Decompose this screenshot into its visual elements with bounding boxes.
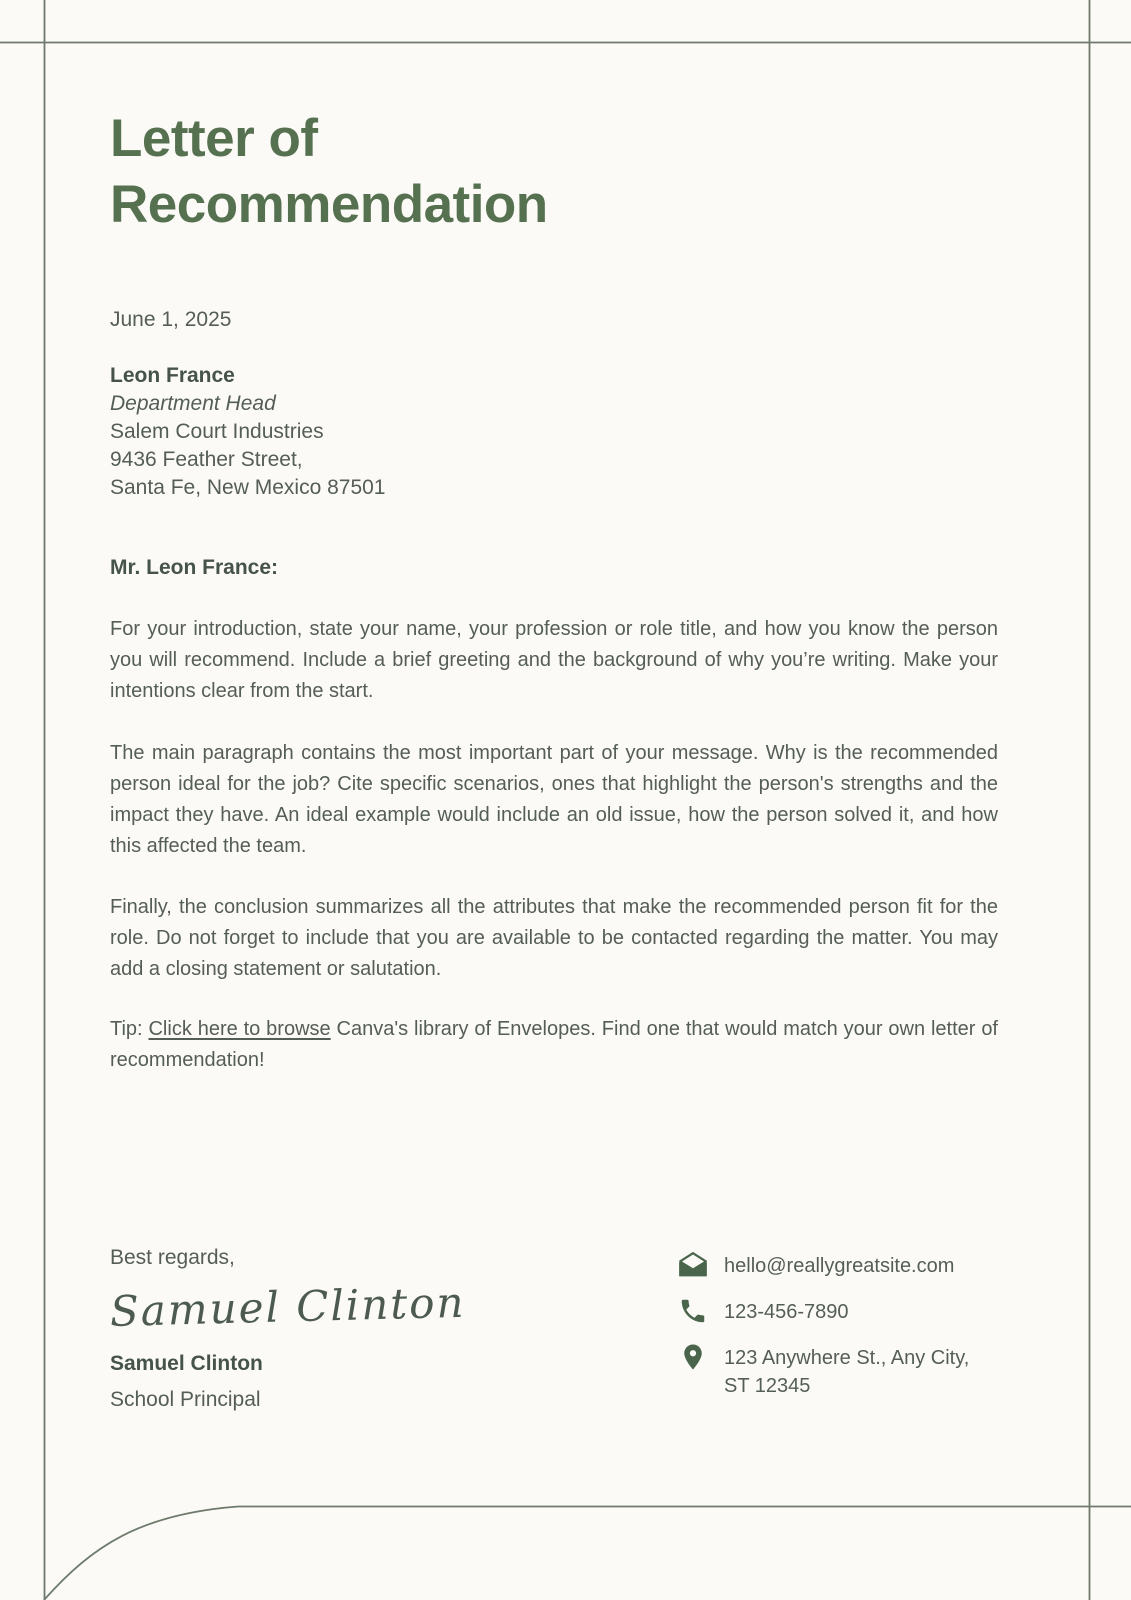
- phone-icon: [678, 1296, 708, 1326]
- body-paragraph-2: The main paragraph contains the most important part of your message. Why is the recommended person ideal for the job? Cite specific scenarios, ones that highlight the person's strengths and the impact they have. An ideal example would include an old issue, how the person solved it, and how this affected the team.: [110, 742, 998, 857]
- contact-row-address: [678, 1344, 969, 1400]
- recipient-address-line1: 9436 Feather Street,: [110, 448, 303, 471]
- contact-block: [678, 1252, 969, 1418]
- body-paragraph-3: Finally, the conclusion summarizes all the attributes that make the recommended person fit for the role. Do not forget to include that you are available to be contacted regarding the matter. You may add a closing statement or salutation.: [110, 896, 998, 980]
- tip-paragraph: [110, 1014, 998, 1076]
- envelope-icon: [678, 1250, 708, 1280]
- page-title-line1: Letter of: [110, 109, 318, 168]
- recipient-role: Department Head: [110, 392, 276, 415]
- sender-name: Samuel Clinton: [110, 1352, 263, 1375]
- letter-date: June 1, 2025: [110, 308, 232, 331]
- page-title: [110, 106, 548, 238]
- contact-row-phone: [678, 1298, 969, 1326]
- signature-block: [110, 1244, 466, 1414]
- browse-envelopes-link[interactable]: Click here to browse: [148, 1018, 331, 1040]
- handwritten-signature: Samuel Clinton: [109, 1277, 467, 1336]
- page-title-line2: Recommendation: [110, 175, 548, 234]
- bottom-border-curve: [44, 1507, 1131, 1600]
- tip-suffix: Canva's library of Envelopes. Find one that would match your own letter of recommendation!: [110, 1018, 998, 1071]
- recipient-block: [110, 362, 385, 502]
- contact-address-line2: ST 12345: [724, 1375, 811, 1397]
- sender-role: School Principal: [110, 1388, 261, 1411]
- closing-line: Best regards,: [110, 1246, 235, 1269]
- recipient-company: Salem Court Industries: [110, 420, 324, 443]
- contact-address-line1: 123 Anywhere St., Any City,: [724, 1347, 970, 1369]
- tip-prefix: Tip:: [110, 1018, 149, 1040]
- contact-email: hello@reallygreatsite.com: [724, 1255, 955, 1277]
- contact-row-email: [678, 1252, 969, 1280]
- location-pin-icon: [678, 1342, 708, 1372]
- contact-address: [724, 1344, 969, 1400]
- recipient-name: Leon France: [110, 364, 235, 387]
- salutation: Mr. Leon France:: [110, 556, 279, 579]
- body-paragraph-1: For your introduction, state your name, your profession or role title, and how you know the person you will recommend. Include a brief greeting and the background of why you’re writing. Make your intentions clear from the start.: [110, 618, 998, 702]
- contact-phone: 123-456-7890: [724, 1301, 849, 1323]
- recipient-address-line2: Santa Fe, New Mexico 87501: [110, 476, 386, 499]
